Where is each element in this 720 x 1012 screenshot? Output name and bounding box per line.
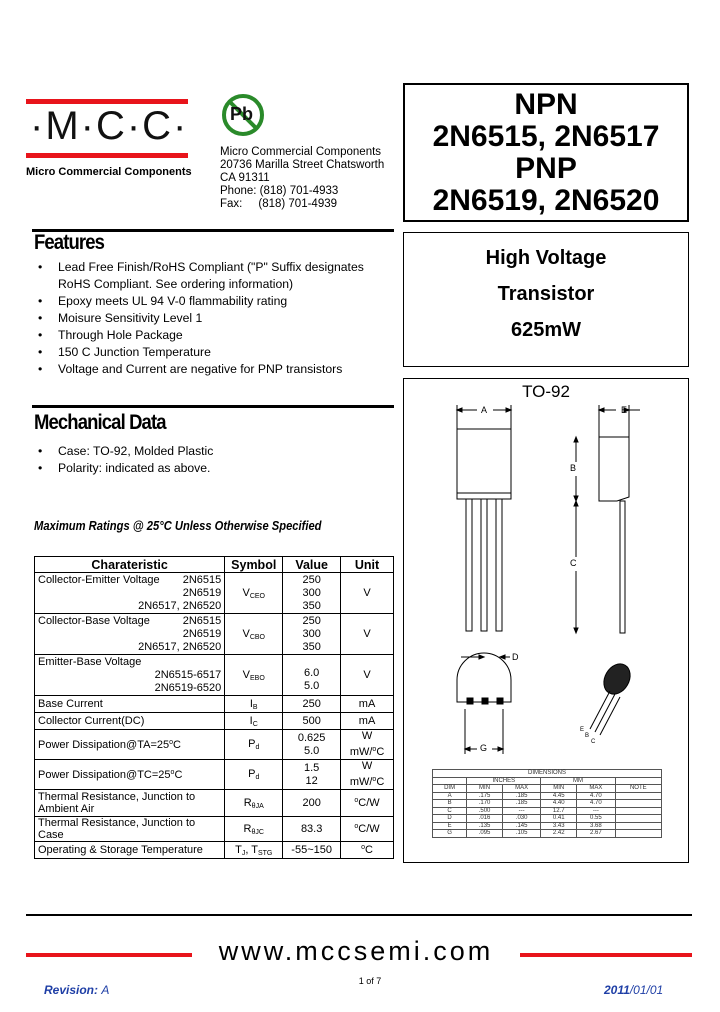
char-part: 2N6515: [182, 614, 222, 627]
pin-label-c: C: [591, 739, 596, 745]
table-row: [35, 713, 394, 730]
dims-row: [433, 822, 662, 830]
mechanical-item: • Polarity: indicated as above.: [34, 460, 394, 477]
value-cell: [283, 614, 341, 655]
page-number: 1 of 7: [358, 976, 382, 986]
value-cell: [283, 730, 341, 760]
symbol: I: [249, 714, 253, 727]
symbol: , T: [245, 843, 258, 856]
dim-a-label: A: [481, 405, 488, 415]
package-title: TO-92: [522, 382, 570, 401]
dims-header-row: [433, 785, 662, 793]
feature-item: • Moisure Sensitivity Level 1: [34, 310, 394, 327]
symbol: P: [248, 768, 256, 780]
dims-cell: E: [433, 822, 467, 830]
ratings-header-row: [35, 557, 394, 573]
part-number-box: [403, 83, 689, 222]
dims-row: [433, 815, 662, 823]
dims-cell: ---: [502, 807, 541, 815]
symbol-sub: EBO: [250, 674, 265, 682]
char-label: Collector-Base Voltage: [38, 614, 150, 627]
date-year: 2011: [604, 983, 630, 997]
dims-cell: A: [433, 792, 467, 800]
table-row: [35, 614, 394, 655]
symbol: V: [242, 627, 250, 640]
degree-sup: o: [372, 746, 377, 753]
char-cell: Thermal Resistance, Junction to Ambient Air: [35, 790, 225, 817]
char-part: 2N6515: [182, 573, 222, 586]
company-address: [220, 146, 384, 211]
dim-e-label: E: [621, 405, 628, 415]
dims-row: [433, 807, 662, 815]
symbol: T: [235, 843, 242, 856]
address-line: Micro Commercial Components: [220, 146, 382, 158]
symbol-cell: [225, 817, 283, 842]
npn-parts: 2N6515, 2N6517: [432, 120, 660, 153]
value: 250: [302, 573, 321, 586]
table-row: [35, 696, 394, 713]
feature-item: • Through Hole Package: [34, 327, 394, 344]
description-line-1: High Voltage: [485, 247, 607, 269]
feature-item: • 150 C Junction Temperature: [34, 344, 394, 361]
symbol-cell: [225, 842, 283, 859]
degree-sup: o: [361, 844, 366, 851]
value-cell: 83.3: [283, 817, 341, 842]
degree-sup: o: [170, 768, 175, 776]
dims-header: MAX: [502, 785, 541, 793]
phone-label: Phone:: [220, 185, 257, 197]
unit-cell: [341, 730, 394, 760]
symbol-cell: [225, 730, 283, 760]
char-part: 2N6517, 2N6520: [138, 640, 222, 653]
char-cell: Operating & Storage Temperature: [35, 842, 225, 859]
value-cell: 500: [283, 713, 341, 730]
unit-part: C: [376, 776, 385, 788]
fax-label: Fax:: [220, 198, 243, 210]
mechanical-item: • Case: TO-92, Molded Plastic: [34, 443, 394, 460]
dims-cell: 4.70: [577, 792, 616, 800]
symbol-cell: [225, 713, 283, 730]
dims-header: MIN: [467, 785, 503, 793]
symbol: R: [243, 796, 252, 809]
value-cell: [283, 760, 341, 790]
value: 12: [305, 774, 318, 787]
symbol-sub: d: [255, 744, 260, 751]
dims-cell: G: [433, 830, 467, 838]
dims-cell: .135: [467, 822, 503, 830]
value-cell: [283, 573, 341, 614]
mechanical-rule: [32, 405, 394, 408]
revision-value: A: [101, 983, 110, 997]
dims-cell: [615, 815, 661, 823]
mechanical-list: [34, 443, 394, 477]
dims-cell: 4.70: [577, 800, 616, 808]
table-row: [35, 817, 394, 842]
description-line-2: Transistor: [497, 283, 595, 305]
address-line: 20736 Marilla Street Chatsworth: [220, 159, 385, 171]
unit: [344, 743, 390, 759]
dims-body: [433, 792, 662, 837]
unit: W: [361, 760, 373, 772]
dims-row: [433, 792, 662, 800]
dims-cell: 3.68: [577, 822, 616, 830]
symbol-cell: [225, 573, 283, 614]
pnp-label: PNP: [515, 152, 577, 185]
dims-cell: D: [433, 815, 467, 823]
value-cell: -55~150: [283, 842, 341, 859]
symbol-cell: [225, 696, 283, 713]
company-name: Micro Commercial Components: [26, 166, 192, 178]
col-header: Value: [283, 557, 341, 573]
dims-cell: 3.43: [541, 822, 577, 830]
char-label: Emitter-Base Voltage: [38, 655, 142, 668]
col-header: Symbol: [225, 557, 283, 573]
dims-header: MAX: [577, 785, 616, 793]
value: 6.0: [304, 667, 320, 679]
unit-cell: mA: [341, 713, 394, 730]
value: 5.0: [304, 680, 320, 692]
unit-part: mW/: [349, 746, 373, 758]
value: 250: [302, 614, 321, 627]
char-suffix: C: [173, 738, 181, 751]
symbol-sub: θJA: [251, 802, 264, 810]
table-row: [35, 790, 394, 817]
unit-cell: V: [341, 573, 394, 614]
value: 350: [302, 599, 321, 612]
table-row: [35, 842, 394, 859]
dims-cell: 2.67: [577, 830, 616, 838]
col-header: Unit: [341, 557, 394, 573]
char-part: 2N6519: [182, 627, 222, 640]
dims-cell: .145: [502, 822, 541, 830]
unit-part: mW/: [349, 776, 373, 788]
symbol-cell: [225, 614, 283, 655]
revision-label: Revision:: [44, 983, 99, 997]
symbol-sub: CEO: [249, 592, 265, 600]
char-part: 2N6517, 2N6520: [138, 599, 222, 612]
dim-c-label: C: [570, 558, 577, 568]
dim-d-label: D: [512, 652, 519, 662]
unit-cell: V: [341, 655, 394, 696]
degree-sup: o: [372, 776, 377, 783]
char-part: 2N6519: [182, 586, 222, 599]
dims-cell: .095: [467, 830, 503, 838]
char-part: 2N6519-6520: [154, 681, 222, 694]
phone-row: [220, 185, 384, 198]
symbol: I: [249, 697, 253, 710]
symbol-cell: [225, 790, 283, 817]
dims-group: [615, 777, 661, 785]
value: 5.0: [304, 744, 320, 757]
mechanical-title: Mechanical Data: [34, 411, 166, 434]
dims-cell: [615, 792, 661, 800]
degree-sup: o: [169, 738, 174, 746]
revision-date: [604, 983, 663, 997]
address-line: CA 91311: [220, 172, 270, 184]
package-box: [403, 378, 689, 863]
revision: [44, 983, 109, 997]
dimensions-table: [432, 769, 662, 838]
char-cell: [35, 614, 225, 655]
dims-cell: [615, 822, 661, 830]
symbol-sub: J: [241, 849, 246, 857]
footer-red-bar-left: [26, 953, 192, 957]
feature-item: • Voltage and Current are negative for PNP transistors: [34, 361, 394, 378]
dims-group: [433, 777, 467, 785]
symbol-cell: [225, 760, 283, 790]
table-row: [35, 573, 394, 614]
table-row: [35, 730, 394, 760]
symbol: V: [242, 586, 250, 599]
dims-cell: 0.55: [577, 815, 616, 823]
value-cell: [283, 655, 341, 696]
dims-group-row: [433, 777, 662, 785]
char-cell: [35, 730, 225, 760]
unit-cell: mA: [341, 696, 394, 713]
fax-number: (818) 701-4939: [258, 198, 338, 210]
dims-group-mm: MM: [541, 777, 615, 785]
dims-cell: .185: [502, 800, 541, 808]
package-drawing: [404, 379, 688, 769]
dims-cell: B: [433, 800, 467, 808]
symbol: R: [243, 822, 252, 835]
symbol: V: [242, 668, 250, 681]
npn-label: NPN: [514, 88, 578, 121]
dims-cell: .105: [502, 830, 541, 838]
dims-cell: .016: [467, 815, 503, 823]
dims-header: DIM: [433, 785, 467, 793]
pnp-parts: 2N6519, 2N6520: [432, 184, 660, 217]
char-label: Collector-Emitter Voltage: [38, 573, 160, 586]
value: 1.5: [304, 761, 320, 774]
dims-cell: 0.41: [541, 815, 577, 823]
footer-red-bar-right: [520, 953, 692, 957]
feature-item: [34, 259, 394, 293]
table-row: [35, 760, 394, 790]
degree-sup: o: [354, 797, 359, 804]
unit-cell: [341, 817, 394, 842]
char-cell: Collector Current(DC): [35, 713, 225, 730]
feature-item: • Epoxy meets UL 94 V-0 flammability rating: [34, 293, 394, 310]
footer-rule: [26, 914, 692, 916]
char-cell: [35, 655, 225, 696]
char-part: 2N6515-6517: [154, 668, 222, 681]
symbol-sub: C: [252, 720, 258, 728]
symbol: P: [248, 738, 256, 750]
dims-cell: [615, 830, 661, 838]
description-box: [403, 232, 689, 367]
value-cell: 200: [283, 790, 341, 817]
dims-cell: 4.45: [541, 792, 577, 800]
fax-row: [220, 198, 384, 211]
dims-cell: [615, 800, 661, 808]
unit-part: C: [376, 746, 385, 758]
dims-header: NOTE: [615, 785, 661, 793]
value: 0.625: [297, 731, 326, 744]
dims-title: DIMENSIONS: [433, 770, 662, 778]
dims-cell: ---: [577, 807, 616, 815]
dims-cell: 2.42: [541, 830, 577, 838]
unit: W: [361, 730, 373, 742]
footer-url[interactable]: www.mccsemi.com: [218, 936, 494, 966]
date-rest: /01/01: [629, 983, 664, 997]
company-logo: ·M·C·C·: [30, 104, 189, 148]
description-line-3: 625mW: [510, 319, 582, 341]
symbol-sub: B: [252, 703, 258, 711]
col-header: Charateristic: [35, 557, 225, 573]
pin-label-e: E: [580, 727, 585, 733]
features-title: Features: [34, 231, 105, 254]
logo-bottom-bar: [26, 153, 188, 158]
ratings-title: Maximum Ratings @ 25°C Unless Otherwise Specified: [34, 518, 322, 533]
dims-cell: .030: [502, 815, 541, 823]
unit-cell: [341, 842, 394, 859]
pb-symbol: Pb: [230, 104, 254, 124]
value-cell: 250: [283, 696, 341, 713]
symbol-cell: [225, 655, 283, 696]
char-suffix: C: [174, 768, 183, 781]
unit-cell: V: [341, 614, 394, 655]
lead-free-icon: [220, 92, 266, 138]
dims-cell: .185: [502, 792, 541, 800]
dims-cell: [615, 807, 661, 815]
dim-g-label: G: [480, 743, 488, 753]
symbol-sub: CBO: [249, 633, 265, 641]
unit: C/W: [358, 823, 380, 835]
phone-number: (818) 701-4933: [259, 185, 339, 197]
unit-cell: [341, 790, 394, 817]
dims-cell: .500: [467, 807, 503, 815]
symbol-sub: STG: [257, 849, 273, 857]
char-cell: [35, 760, 225, 790]
degree-sup: o: [354, 823, 359, 830]
feature-text-cont: RoHS Compliant. See ordering information): [58, 277, 294, 291]
table-row: [35, 655, 394, 696]
dims-title-row: [433, 770, 662, 778]
dims-cell: 4.40: [541, 800, 577, 808]
symbol-sub: θJC: [251, 828, 264, 836]
value: 300: [302, 586, 321, 599]
pin-label-b: B: [585, 733, 590, 739]
value: 300: [302, 627, 321, 640]
dims-header: MIN: [541, 785, 577, 793]
features-list: [34, 259, 394, 378]
unit: [344, 773, 390, 789]
dim-b-label: B: [570, 463, 577, 473]
feature-text: Lead Free Finish/RoHS Compliant ("P" Suffix designates: [58, 260, 364, 274]
dims-row: [433, 830, 662, 838]
symbol-sub: d: [255, 774, 260, 781]
char-cell: Thermal Resistance, Junction to Case: [35, 817, 225, 842]
dims-cell: .175: [467, 792, 503, 800]
dims-group-inches: INCHES: [467, 777, 541, 785]
char-label: Power Dissipation@TC=25: [38, 768, 171, 781]
value: 350: [302, 640, 321, 653]
char-cell: [35, 573, 225, 614]
char-label: Power Dissipation@TA=25: [38, 738, 170, 751]
unit: C: [365, 844, 373, 856]
dims-row: [433, 800, 662, 808]
dims-cell: .170: [467, 800, 503, 808]
dims-cell: C: [433, 807, 467, 815]
unit: C/W: [358, 797, 380, 809]
ratings-table: [34, 556, 394, 859]
unit-cell: [341, 760, 394, 790]
char-cell: Base Current: [35, 696, 225, 713]
dims-cell: 12.7: [541, 807, 577, 815]
